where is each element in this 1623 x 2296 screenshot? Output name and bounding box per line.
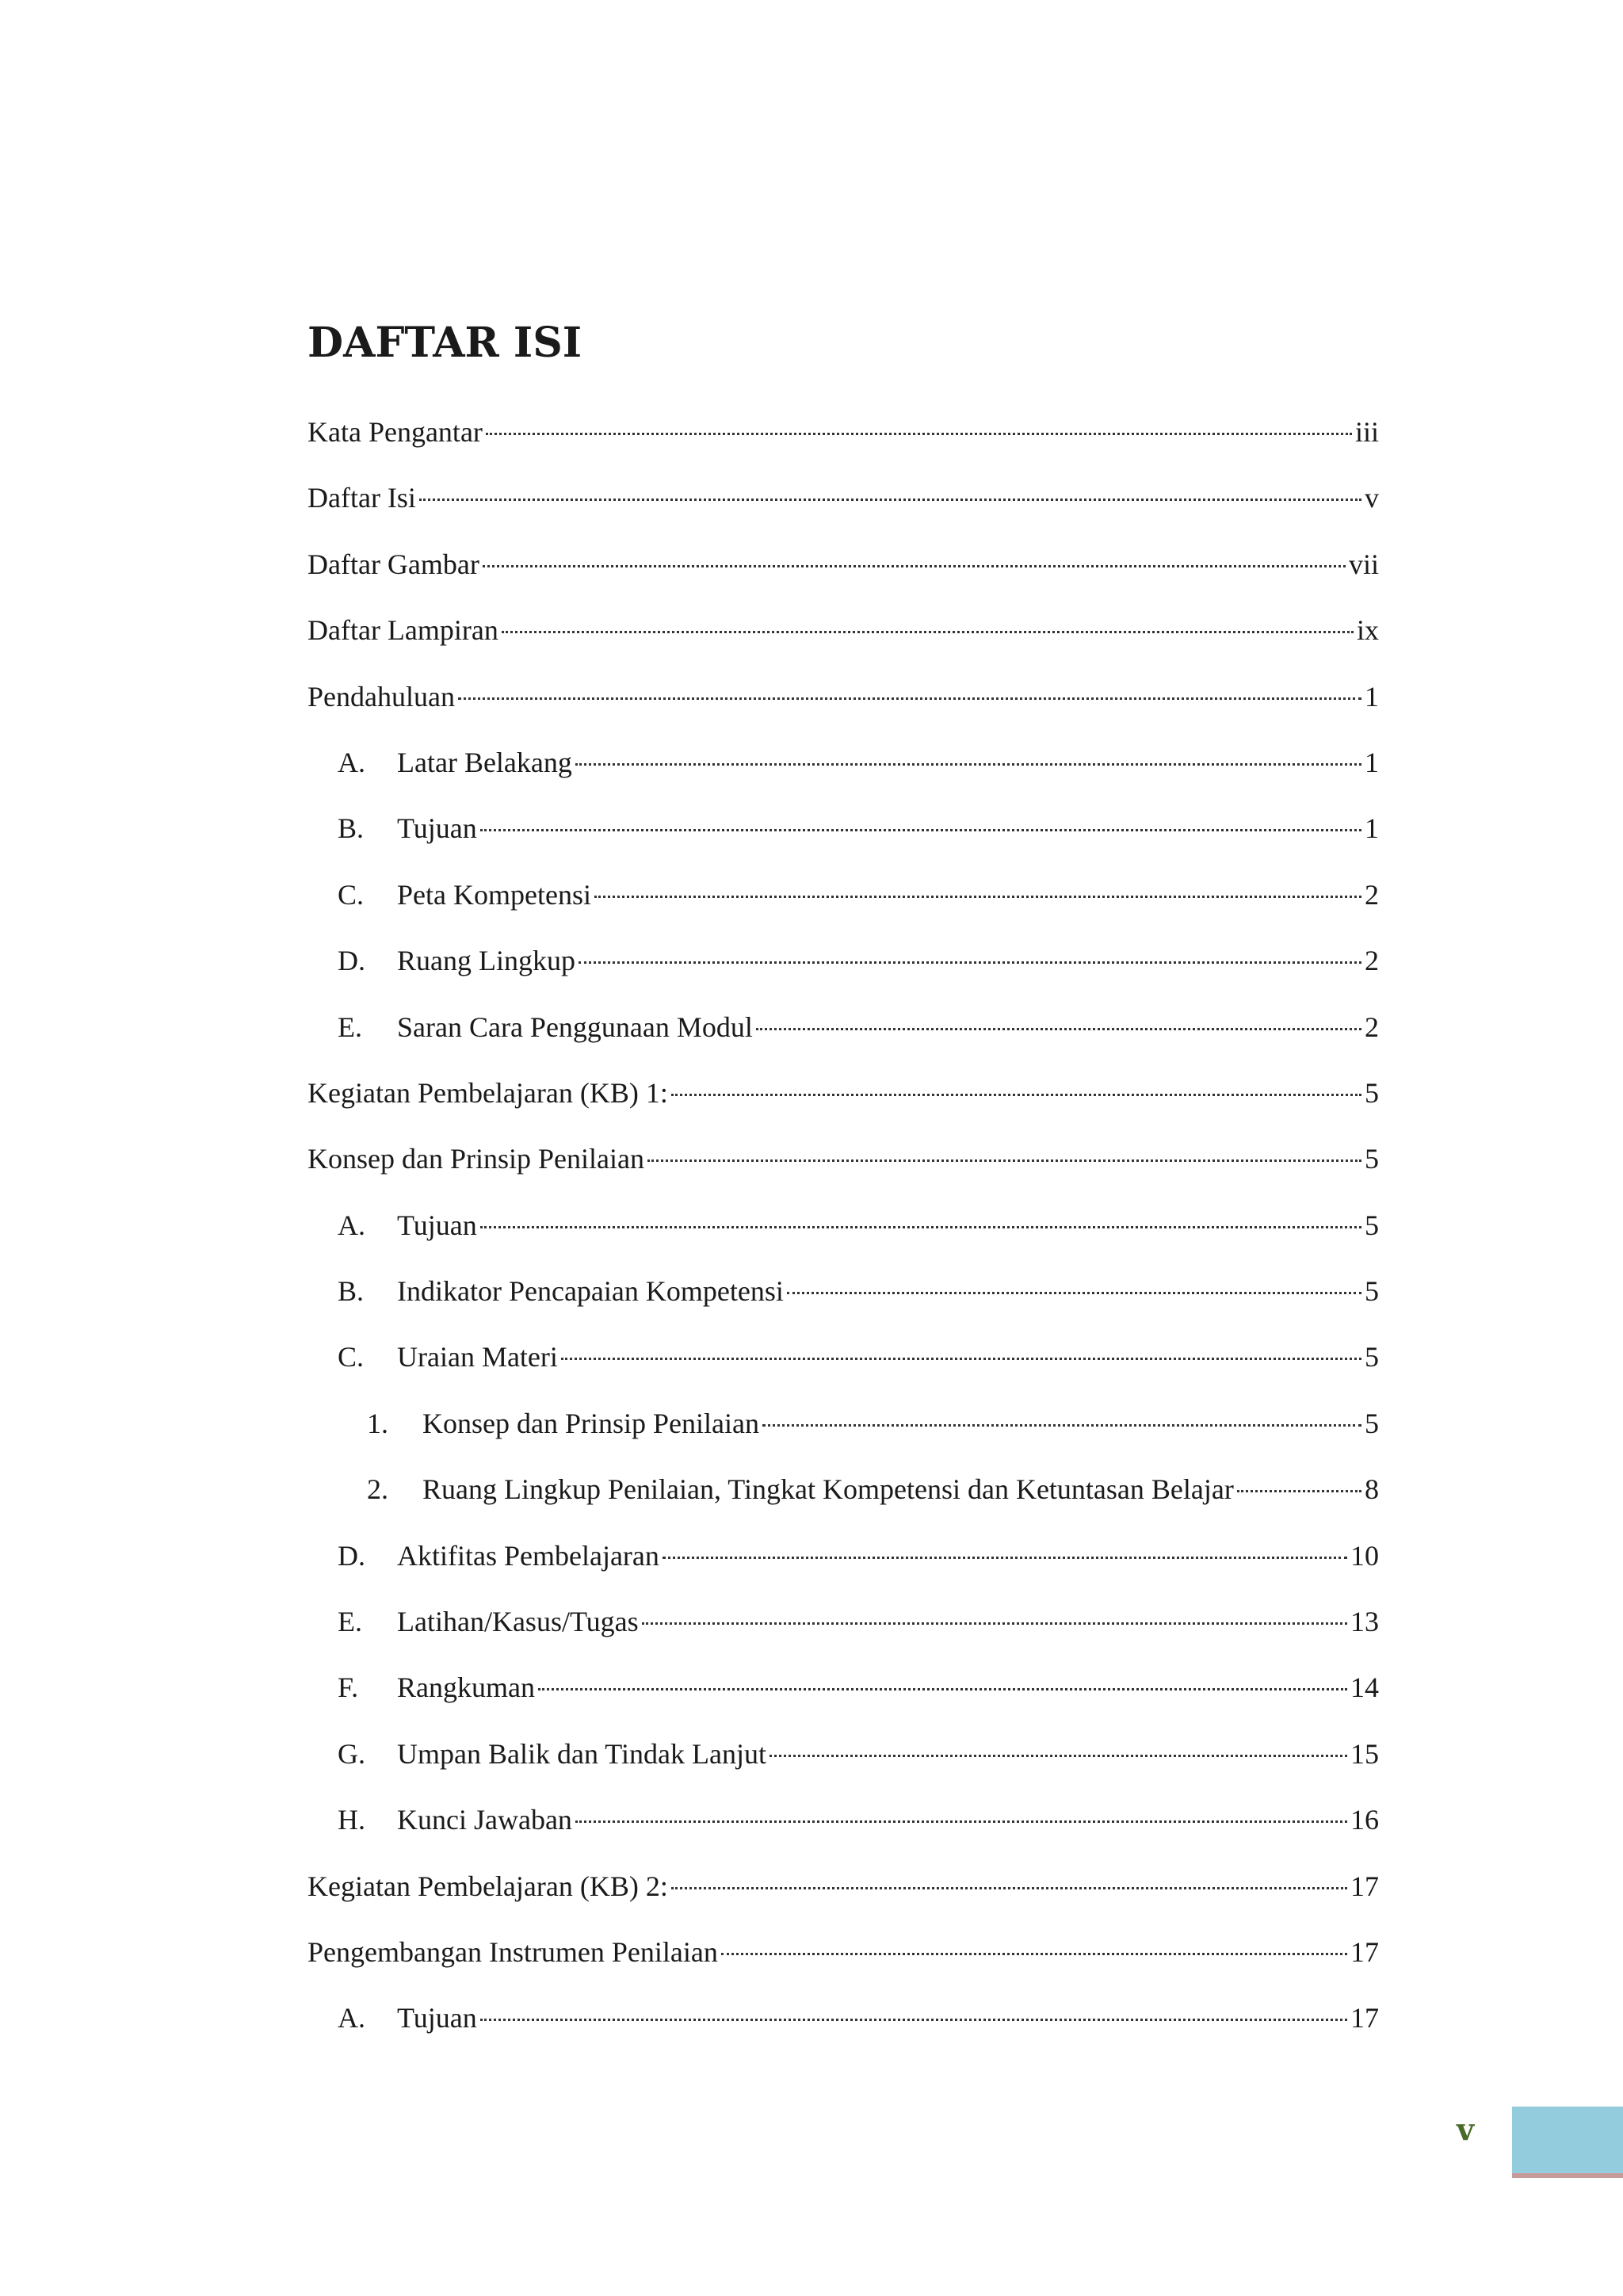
toc-page-number: 5 xyxy=(1365,1076,1379,1109)
dot-leader xyxy=(538,1688,1347,1690)
toc-entry[interactable] xyxy=(307,412,1379,478)
toc-page-number: 2 xyxy=(1365,1010,1379,1043)
toc-page-number: 2 xyxy=(1365,945,1379,977)
toc-entry[interactable] xyxy=(307,1007,1379,1073)
toc-page-number: 8 xyxy=(1365,1473,1379,1506)
toc-entry-label: Kata Pengantar xyxy=(307,416,483,448)
dot-leader xyxy=(480,829,1361,831)
toc-entry[interactable] xyxy=(307,1469,1379,1535)
toc-entry-label: Saran Cara Penggunaan Modul xyxy=(397,1010,753,1043)
toc-page-number: 15 xyxy=(1350,1737,1379,1770)
toc-entry-marker: A. xyxy=(338,746,365,778)
toc-entry-marker: H. xyxy=(338,1804,365,1836)
toc-entry-marker: B. xyxy=(338,812,365,845)
toc-page-number: 17 xyxy=(1350,1870,1379,1902)
toc-entry[interactable] xyxy=(307,478,1379,544)
toc-entry-marker: E. xyxy=(338,1010,362,1043)
toc-entry-label: Daftar Lampiran xyxy=(307,614,498,647)
toc-entry-label: Konsep dan Prinsip Penilaian xyxy=(307,1143,644,1175)
dot-leader xyxy=(419,499,1361,501)
toc-entry[interactable] xyxy=(307,1271,1379,1337)
toc-entry-label: Umpan Balik dan Tindak Lanjut xyxy=(397,1737,766,1770)
toc-page-number: 5 xyxy=(1365,1143,1379,1175)
toc-entry-label: Daftar Gambar xyxy=(307,548,479,580)
dot-leader xyxy=(769,1755,1347,1757)
toc-entry[interactable] xyxy=(307,1932,1379,1998)
toc-entry-label: Tujuan xyxy=(397,812,477,845)
toc-entry-marker: D. xyxy=(338,1539,365,1572)
toc-entry[interactable] xyxy=(307,941,1379,1007)
toc-page-number: 5 xyxy=(1365,1341,1379,1373)
toc-entry[interactable] xyxy=(307,743,1379,808)
toc-entry[interactable] xyxy=(307,610,1379,676)
toc-page-number: 5 xyxy=(1365,1275,1379,1308)
toc-entry-marker: C. xyxy=(338,878,365,911)
toc-entry-marker: A. xyxy=(338,2002,365,2034)
toc-page-number: 5 xyxy=(1365,1407,1379,1439)
dot-leader xyxy=(787,1292,1361,1294)
toc-entry[interactable] xyxy=(307,1734,1379,1800)
toc-page-number: 17 xyxy=(1350,1935,1379,1968)
toc-entry[interactable] xyxy=(307,1866,1379,1932)
toc-entry[interactable] xyxy=(307,1800,1379,1866)
toc-entry-marker: 2. xyxy=(367,1473,388,1506)
toc-page-number: 17 xyxy=(1350,2002,1379,2034)
dot-leader xyxy=(480,2019,1347,2021)
dot-leader xyxy=(671,1887,1347,1889)
toc-page-number: ix xyxy=(1356,614,1379,647)
toc-entry-label: Indikator Pencapaian Kompetensi xyxy=(397,1275,784,1308)
dot-leader xyxy=(762,1424,1361,1427)
toc-entry-label: Pendahuluan xyxy=(307,680,455,712)
toc-entry-label: Pengembangan Instrumen Penilaian xyxy=(307,1935,718,1968)
dot-leader xyxy=(671,1094,1361,1096)
toc-entry-label: Peta Kompetensi xyxy=(397,878,591,911)
toc-entry-label: Tujuan xyxy=(397,2002,477,2034)
toc-entry[interactable] xyxy=(307,1205,1379,1271)
dot-leader xyxy=(486,433,1352,435)
toc-page-number: 2 xyxy=(1365,878,1379,911)
toc-entry-marker: D. xyxy=(338,945,365,977)
toc-entry-label: Kegiatan Pembelajaran (KB) 2: xyxy=(307,1870,668,1902)
dot-leader xyxy=(594,896,1361,898)
dot-leader xyxy=(458,697,1361,700)
dot-leader xyxy=(561,1358,1361,1360)
dot-leader xyxy=(1237,1490,1361,1492)
toc-page-number: 10 xyxy=(1350,1539,1379,1572)
dot-leader xyxy=(575,1820,1347,1823)
toc-page-number: vii xyxy=(1348,548,1379,580)
toc-entry[interactable] xyxy=(307,808,1379,874)
toc-entry[interactable] xyxy=(307,875,1379,941)
toc-entry-label: Ruang Lingkup xyxy=(397,945,575,977)
dot-leader xyxy=(663,1557,1347,1559)
toc-page-number: 13 xyxy=(1350,1606,1379,1638)
toc-entry-label: Daftar Isi xyxy=(307,482,416,514)
toc-entry[interactable] xyxy=(307,1139,1379,1205)
toc-entry[interactable] xyxy=(307,1602,1379,1668)
toc-entry[interactable] xyxy=(307,1073,1379,1139)
dot-leader xyxy=(483,565,1346,567)
toc-page-number: 5 xyxy=(1365,1209,1379,1241)
toc-entry-marker: F. xyxy=(338,1671,359,1704)
toc-entry[interactable] xyxy=(307,677,1379,743)
toc-page-number: iii xyxy=(1354,416,1379,448)
toc-entry-label: Ruang Lingkup Penilaian, Tingkat Kompetensi dan Ketuntasan Belajar xyxy=(422,1473,1234,1506)
toc-entry[interactable] xyxy=(307,1404,1379,1469)
footer-page-number: v xyxy=(1457,2111,1475,2147)
dot-leader xyxy=(642,1622,1347,1625)
dot-leader xyxy=(502,631,1354,633)
table-of-contents xyxy=(307,412,1379,2065)
dot-leader xyxy=(647,1159,1361,1162)
toc-page-number: 1 xyxy=(1365,680,1379,712)
toc-page-number: 16 xyxy=(1350,1804,1379,1836)
toc-entry-marker: E. xyxy=(338,1606,362,1638)
toc-page-number: 14 xyxy=(1350,1671,1379,1704)
dot-leader xyxy=(575,763,1361,766)
page-title: DAFTAR ISI xyxy=(307,319,582,367)
footer-page-tab xyxy=(1512,2107,1623,2173)
toc-entry-label: Kunci Jawaban xyxy=(397,1804,572,1836)
toc-entry-marker: 1. xyxy=(367,1407,388,1439)
toc-entry-label: Tujuan xyxy=(397,1209,477,1241)
toc-entry-label: Latihan/Kasus/Tugas xyxy=(397,1606,639,1638)
toc-page-number: 1 xyxy=(1365,746,1379,778)
toc-entry-marker: G. xyxy=(338,1737,365,1770)
toc-entry[interactable] xyxy=(307,544,1379,610)
toc-entry-marker: B. xyxy=(338,1275,365,1308)
toc-entry-label: Uraian Materi xyxy=(397,1341,558,1373)
toc-entry-label: Rangkuman xyxy=(397,1671,535,1704)
toc-entry[interactable] xyxy=(307,1668,1379,1733)
toc-entry[interactable] xyxy=(307,1337,1379,1403)
toc-entry-label: Latar Belakang xyxy=(397,746,572,778)
toc-entry-marker: C. xyxy=(338,1341,365,1373)
dot-leader xyxy=(579,961,1361,964)
toc-entry[interactable] xyxy=(307,1998,1379,2064)
toc-entry-label: Kegiatan Pembelajaran (KB) 1: xyxy=(307,1076,668,1109)
toc-page-number: 1 xyxy=(1365,812,1379,845)
toc-page-number: v xyxy=(1365,482,1379,514)
dot-leader xyxy=(721,1953,1347,1955)
toc-entry[interactable] xyxy=(307,1536,1379,1602)
toc-entry-label: Aktifitas Pembelajaran xyxy=(397,1539,659,1572)
dot-leader xyxy=(480,1226,1361,1228)
toc-entry-label: Konsep dan Prinsip Penilaian xyxy=(422,1407,759,1439)
dot-leader xyxy=(756,1028,1361,1030)
toc-entry-marker: A. xyxy=(338,1209,365,1241)
